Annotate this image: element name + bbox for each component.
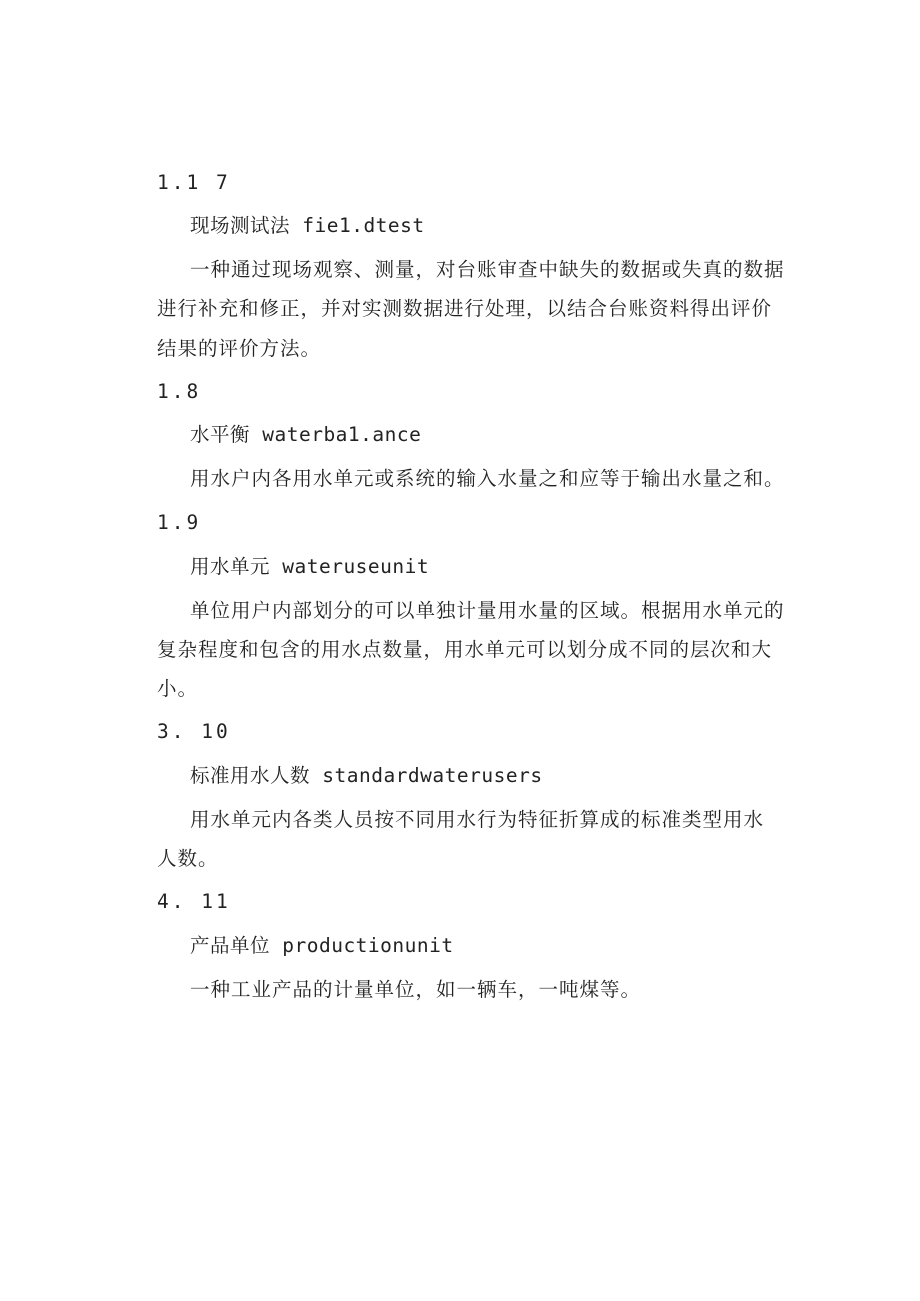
definition-line: 小。 xyxy=(157,677,199,700)
section-number: 1.8 xyxy=(157,380,202,403)
definition-line: 单位用户内部划分的可以单独计量用水量的区域。根据用水单元的 xyxy=(190,599,785,622)
definition-line: 复杂程度和包含的用水点数量，用水单元可以划分成不同的层次和大 xyxy=(157,638,773,661)
definition-line: 一种通过现场观察、测量，对台账审查中缺失的数据或失真的数据 xyxy=(190,258,785,281)
definition-line: 结果的评价方法。 xyxy=(157,337,322,360)
term-heading: 用水单元 wateruseunit xyxy=(190,555,430,578)
section-number: 1.9 xyxy=(157,511,202,534)
section-number: 4. 11 xyxy=(157,890,231,913)
term-heading: 标准用水人数 standardwaterusers xyxy=(190,764,543,787)
term-heading: 水平衡 waterba1.ance xyxy=(190,423,422,446)
definition-line: 用水户内各用水单元或系统的输入水量之和应等于输出水量之和。 xyxy=(190,467,785,490)
definition-line: 进行补充和修正，并对实测数据进行处理，以结合台账资料得出评价 xyxy=(157,297,773,320)
definition-line: 一种工业产品的计量单位，如一辆车，一吨煤等。 xyxy=(190,978,642,1001)
term-heading: 现场测试法 fie1.dtest xyxy=(190,214,425,237)
section-number: 1.1 7 xyxy=(157,171,231,194)
definition-line: 用水单元内各类人员按不同用水行为特征折算成的标准类型用水 xyxy=(190,808,765,831)
section-number: 3. 10 xyxy=(157,720,231,743)
term-heading: 产品单位 productionunit xyxy=(190,934,454,957)
definition-line: 人数。 xyxy=(157,847,219,870)
